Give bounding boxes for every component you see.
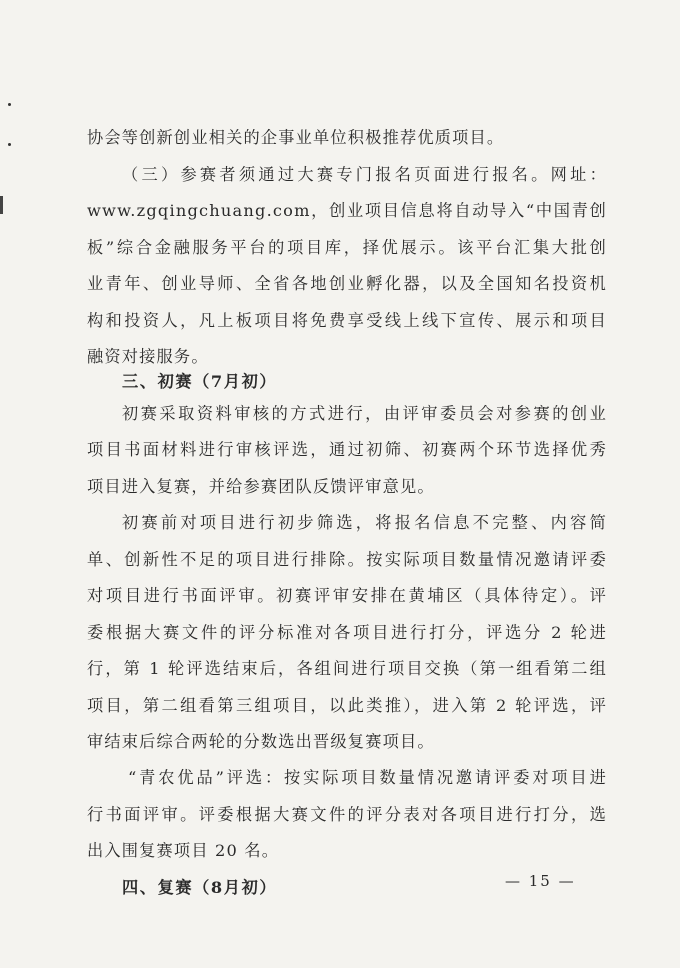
text-line: 板”综合金融服务平台的项目库，择优展示。该平台汇集大批创 (87, 238, 607, 257)
text-line: （三）参赛者须通过大赛专门报名页面进行报名。网址： (122, 165, 607, 184)
page-number: — 15 — (505, 872, 576, 890)
text-line: 项目，第二组看第三组项目，以此类推），进入第 2 轮评选，评 (87, 696, 607, 715)
text-line: 项目书面材料进行审核评选，通过初筛、初赛两个环节选择优秀 (87, 440, 607, 459)
text-line: 单、创新性不足的项目进行排除。按实际项目数量情况邀请评委 (87, 550, 607, 569)
text-line: 初赛前对项目进行初步筛选，将报名信息不完整、内容简 (122, 513, 607, 532)
text-line: “青农优品”评选：按实际项目数量情况邀请评委对项目进 (128, 768, 607, 787)
text-line: 融资对接服务。 (87, 347, 209, 366)
text-line: 行，第 1 轮评选结束后，各组间进行项目交换（第一组看第二组 (87, 659, 607, 678)
text-line: 初赛采取资料审核的方式进行，由评审委员会对参赛的创业 (122, 404, 607, 423)
scan-artifact-dot (8, 143, 11, 146)
text-line: 审结束后综合两轮的分数选出晋级复赛项目。 (87, 732, 435, 751)
scan-artifact-dot (8, 103, 11, 106)
scan-artifact-mark (0, 196, 3, 214)
text-line: 委根据大赛文件的评分标准对各项目进行打分，评选分 2 轮进 (87, 623, 607, 642)
text-line: 项目进入复赛，并给参赛团队反馈评审意见。 (87, 477, 435, 496)
text-line: 业青年、创业导师、全省各地创业孵化器，以及全国知名投资机 (87, 274, 607, 293)
text-line: 行书面评审。评委根据大赛文件的评分表对各项目进行打分，选 (87, 805, 607, 824)
text-line: www.zgqingchuang.com，创业项目信息将自动导入“中国青创 (87, 201, 607, 220)
text-line: 构和投资人，凡上板项目将免费享受线上线下宣传、展示和项目 (87, 311, 607, 330)
text-line: 对项目进行书面评审。初赛评审安排在黄埔区（具体待定）。评 (87, 586, 607, 605)
section-heading: 四、复赛（8月初） (122, 878, 278, 897)
text-line: 出入围复赛项目 20 名。 (87, 841, 280, 860)
text-line: 协会等创新创业相关的企事业单位积极推荐优质项目。 (87, 128, 505, 147)
section-heading: 三、初赛（7月初） (122, 372, 278, 391)
